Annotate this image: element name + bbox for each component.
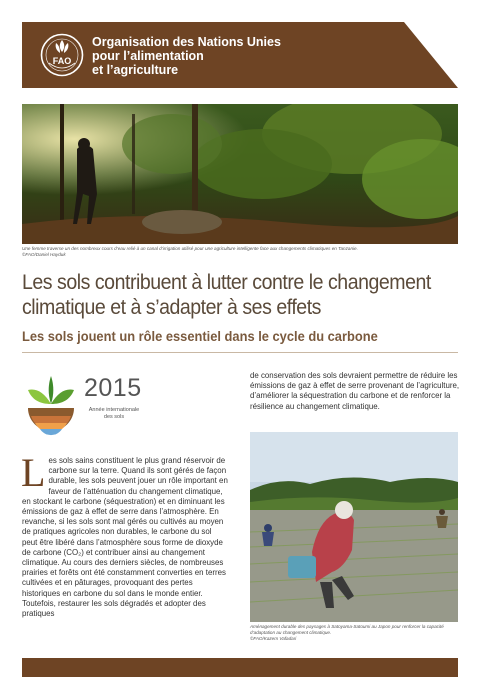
body-right-column — [250, 371, 460, 412]
top-photo-caption-text: Une femme traverse un des nombreux cours d’eau relié à un canal d’irrigation utilisé pour une agriculture intelligente face aux changements climatiques en Tanzanie. — [22, 246, 358, 251]
title-divider — [22, 352, 458, 353]
page-title: Les sols contribuent à lutter contre le changement climatique et à s’adapter à ses effets — [22, 271, 431, 319]
top-photo-credit: ©FAO/Daniel Hayduk — [22, 252, 66, 257]
body-left-column — [21, 450, 228, 619]
page-subtitle: Les sols jouent un rôle essentiel dans le cycle du carbone — [22, 328, 378, 344]
org-line-1: Organisation des Nations Unies — [92, 35, 281, 49]
bottom-photo-caption — [250, 624, 458, 642]
iys-year: 2015 — [84, 374, 142, 402]
body-right-text: de conservation des sols devraient permettre de réduire les émissions de gaz à effet de serre provenant de l’agriculture, d’améliorer la séquestration du carbone et de renforcer la résilience au changement climatique. — [250, 371, 460, 411]
drop-cap: L — [21, 450, 46, 495]
iys-label-line-1: Année internationale — [88, 407, 140, 413]
iys-label — [84, 407, 144, 421]
header-band — [22, 22, 458, 88]
iys-label-line-2: des sols — [103, 414, 125, 420]
svg-text:FAO: FAO — [52, 56, 72, 66]
header-corner-notch — [404, 22, 458, 88]
bottom-photo-credit: ©FAO/Kazem Vafadari — [250, 636, 297, 641]
org-line-2: pour l’alimentation — [92, 49, 204, 63]
rice-field-photo — [250, 432, 458, 622]
bottom-photo-caption-text: Aménagement durable des paysages à Satoyama-Satoumi au Japon pour renforcer la capacité d’adaptation au changement climatique. — [250, 624, 444, 635]
fao-logo-icon — [40, 33, 84, 77]
organisation-name — [92, 35, 281, 77]
forest-photo — [22, 104, 458, 244]
iys-logo — [22, 370, 152, 440]
body-left-text: es sols sains constituent le plus grand réservoir de carbone sur la terre. Quand ils sont gérés de façon durable, les sols peuvent jouer un rôle important en faveur de l’atténuation du changement climatique, en stockant le carbone (séquestration) et en diminuant les émissions de gaz à effet de serre dans l’atmosphère. En revanche, si les sols sont mal gérés ou cultivés au moyen de pratiques agricoles non durables, le carbone du sol peut être libéré dans l’atmosphère sous forme de dioxyde de carbone (CO₂) et contribuer ainsi au changement climatique. Au cours des derniers siècles, de nombreuses prairies et forêts ont été constamment converties en terres cultivées et en pâturages, provoquant des pertes historiques en carbone du sol dans le monde entier. Toutefois, restaurer les sols dégradés et adopter des pratiques — [22, 456, 228, 619]
top-photo-caption — [22, 246, 458, 258]
org-line-3: et l’agriculture — [92, 63, 179, 77]
iys-soil-plant-icon — [22, 370, 80, 436]
footer-band — [22, 658, 458, 677]
